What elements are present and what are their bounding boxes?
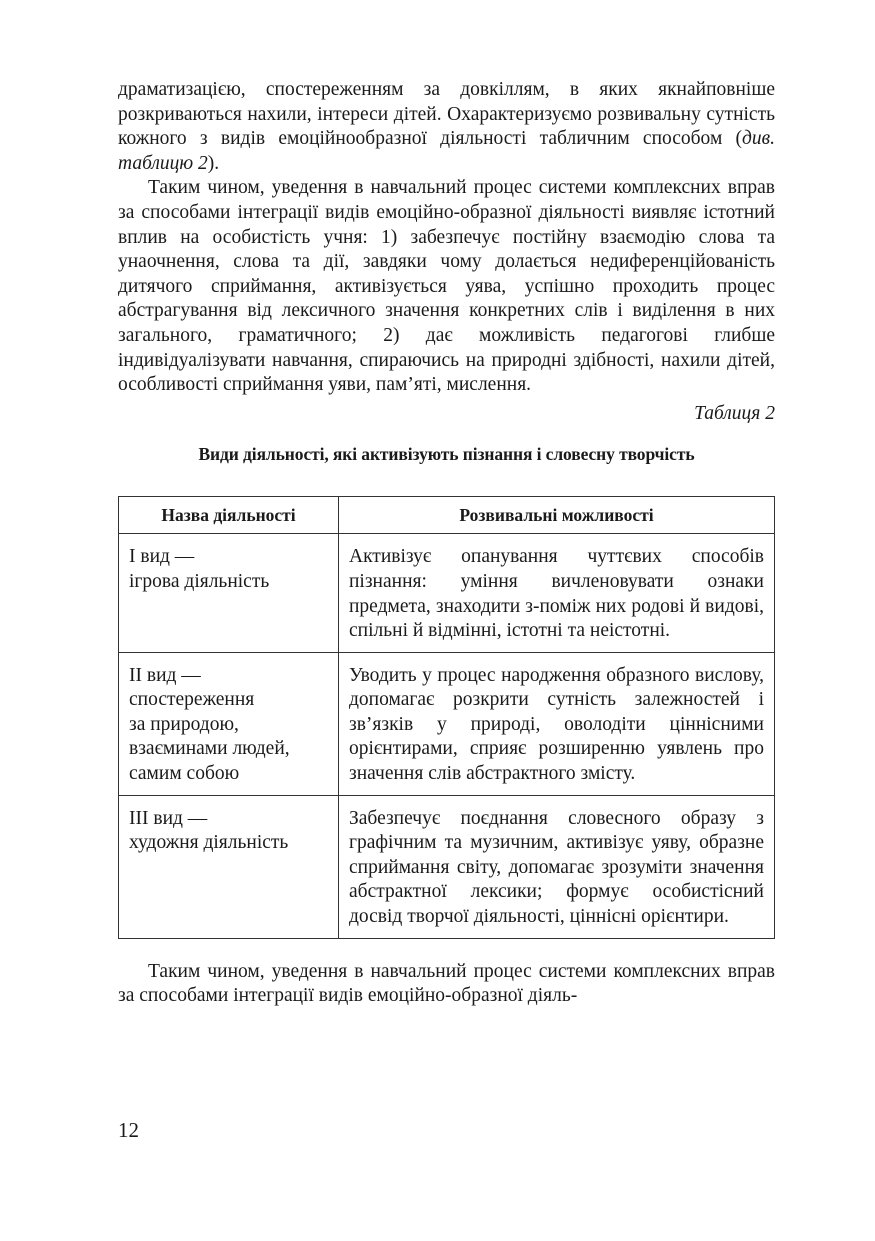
activity-description-cell: Активізує опанування чуттєвих способів пізнання: уміння вичленовувати ознаки предмета, знаходити з-поміж них родові й видові, спільні й відмінні, істотні та неістотні.	[339, 534, 775, 652]
table-row	[119, 534, 775, 652]
table-title: Види діяльності, які активізують пізнання і словесну творчість	[198, 443, 695, 464]
header-development-possibilities: Розвивальні можливості	[339, 496, 775, 534]
activity-kind-line: спостереження	[129, 689, 255, 711]
activities-table	[118, 496, 775, 939]
page-body	[118, 78, 775, 1009]
header-activity-name: Назва діяльності	[119, 496, 339, 534]
table-label: Таблиця 2	[694, 402, 775, 424]
activity-kind-line: ІІ вид —	[129, 664, 201, 686]
activity-kind-line: І вид —	[129, 546, 195, 568]
activity-kind-cell	[119, 534, 339, 652]
activity-kind-line: самим собою	[129, 763, 240, 785]
page-number: 12	[118, 1118, 139, 1142]
table-reference: див. таблицю 2	[118, 128, 775, 174]
activity-description-cell: Забезпечує поєднання словесного образу з графічним та музичним, активізує уяву, образне сприймання світу, допомагає зрозуміти значення абстрактної лексики; формує особистісний досвід творчої діяльності, ціннісні орієнтири.	[339, 795, 775, 938]
intro-text: драматизацією, спостереженням за довкіллям, в яких якнайповніше розкриваються нахили, інтереси дітей. Охарактеризуємо розвивальну сутність кожного з видів емоційнообразної діяльності табличним способом (	[118, 79, 775, 150]
summary-paragraph: Таким чином, уведення в навчальний процес системи комплексних вправ за способами інтеграції видів емоційно-образної діяльності виявляє істотний вплив на особистість учня: 1) забезпечує постійну взаємодію слова та унаочнення, слова та дії, завдяки чому долається недиференційованість дитячого сприймання, активізується уява, успішно проходить процес абстрагування від лексичного значення конкретних слів і виділення в них загального, граматичного; 2) дає можливість педагогові глибше індивідуалізувати навчання, спираючись на природні здібності, нахили дітей, особливості сприймання уяви, пам’яті, мислення.	[118, 177, 775, 396]
activity-kind-cell	[119, 795, 339, 938]
intro-paragraph	[118, 78, 775, 176]
activity-kind-cell	[119, 652, 339, 795]
table-row	[119, 795, 775, 938]
intro-text-end: ).	[207, 152, 220, 174]
activity-kind-line: за природою,	[129, 713, 239, 735]
activity-kind-line: ІІІ вид —	[129, 807, 208, 829]
activity-kind-line: ігрова діяльність	[129, 570, 270, 592]
activity-description-cell: Уводить у процес народження образного вислову, допомагає розкрити сутність залежностей і зв’язків у природі, оволодіти ціннісними орієнтирами, сприяє розширенню уявлень про значення слів абстрактного змісту.	[339, 652, 775, 795]
table-header-row	[119, 496, 775, 534]
closing-paragraph: Таким чином, уведення в навчальний процес системи комплексних вправ за способами інтеграції видів емоційно-образної діяль-	[118, 960, 775, 1007]
activity-kind-line: взаєминами людей,	[129, 738, 290, 760]
table-row	[119, 652, 775, 795]
activity-kind-line: художня діяльність	[129, 832, 289, 854]
